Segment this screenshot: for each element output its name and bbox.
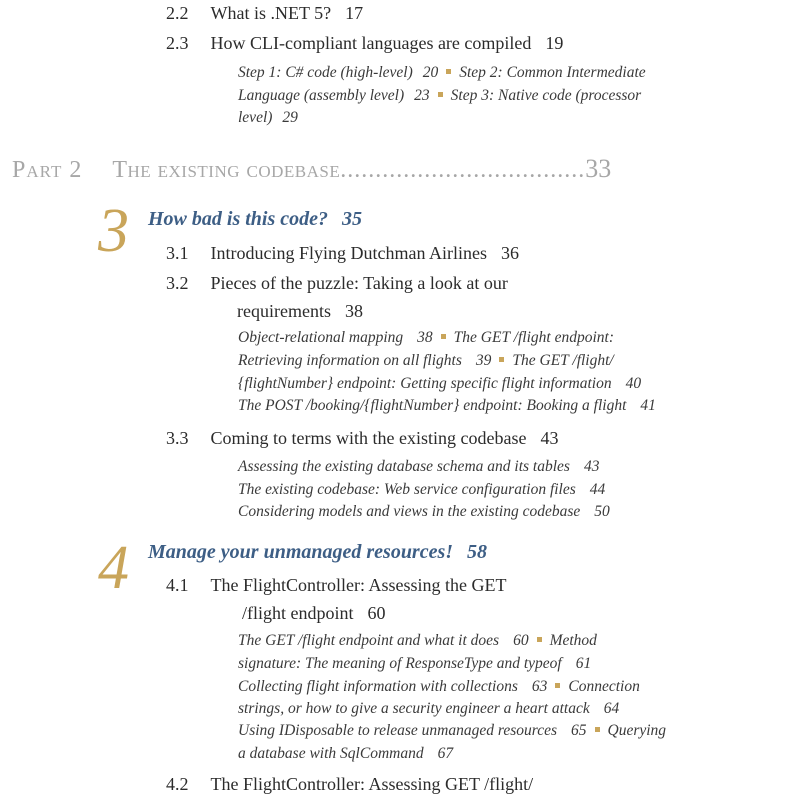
toc-entry-2-2[interactable] — [166, 3, 363, 24]
part-label: Part 2 — [12, 157, 83, 183]
subsection-text: The POST /booking/{flightNumber} endpoint: Booking a flight — [238, 397, 627, 414]
page-number: 20 — [422, 64, 439, 81]
subsection-text: Using IDisposable to release unmanaged resources — [238, 722, 557, 739]
subsection-text: Considering models and views in the existing codebase — [238, 503, 581, 520]
bullet-icon — [441, 334, 446, 339]
subsection-line — [238, 655, 591, 673]
toc-entry-3-3[interactable] — [166, 428, 558, 449]
section-title: How CLI-compliant languages are compiled — [210, 33, 532, 53]
page-number: 58 — [467, 541, 488, 563]
page-number: 65 — [571, 722, 587, 739]
subsection-line — [238, 109, 298, 127]
subsection-line — [238, 678, 640, 696]
leader-dots: ................................... — [340, 157, 586, 183]
page-number: 33 — [585, 154, 612, 183]
page-number: 39 — [475, 352, 492, 369]
toc-entry-2-3[interactable] — [166, 33, 563, 54]
bullet-icon — [595, 727, 600, 732]
subsection-text: The GET /flight endpoint and what it does — [238, 632, 500, 649]
section-number: 3.2 — [166, 273, 189, 293]
subsection-text: Object-relational mapping — [238, 329, 404, 346]
subsection-text: The GET /flight/ — [512, 352, 614, 369]
toc-entry-4-1[interactable] — [166, 575, 506, 596]
bullet-icon — [555, 683, 560, 688]
part-heading[interactable] — [12, 154, 611, 184]
page-number: 43 — [540, 428, 559, 448]
subsection-text: level) — [238, 109, 273, 126]
page-number: 60 — [367, 603, 386, 623]
bullet-icon — [446, 69, 451, 74]
subsection-line — [238, 481, 605, 499]
section-title: Introducing Flying Dutchman Airlines — [210, 243, 487, 263]
bullet-icon — [537, 637, 542, 642]
subsection-line — [238, 375, 641, 393]
page-number: 40 — [625, 375, 642, 392]
toc-entry-4-2[interactable] — [166, 774, 533, 795]
page-number: 50 — [594, 503, 610, 520]
page-number: 44 — [589, 481, 606, 498]
subsection-line — [238, 397, 656, 415]
subsection-line — [238, 503, 610, 521]
subsection-line — [238, 329, 614, 347]
subsection-line — [238, 700, 619, 718]
section-number: 3.3 — [166, 428, 189, 448]
toc-entry-3-1[interactable] — [166, 243, 519, 264]
subsection-text: Collecting flight information with collections — [238, 678, 518, 695]
section-number: 2.2 — [166, 3, 189, 23]
toc-entry-3-2-cont[interactable] — [237, 301, 363, 322]
subsection-text: The existing codebase: Web service configuration files — [238, 481, 576, 498]
chapter-heading[interactable] — [148, 541, 487, 564]
subsection-line — [238, 632, 597, 650]
page-number: 61 — [575, 655, 592, 672]
page-number: 60 — [513, 632, 529, 649]
subsection-text: Querying — [607, 722, 667, 739]
subsection-text: The GET /flight endpoint: — [453, 329, 614, 346]
page-number: 64 — [603, 700, 620, 717]
subsection-text: strings, or how to give a security engineer a heart attack — [238, 700, 590, 717]
subsection-line — [238, 64, 646, 82]
subsection-text: Connection — [568, 678, 640, 695]
section-title: /flight endpoint — [242, 603, 354, 623]
section-title: requirements — [237, 301, 331, 321]
subsection-text: Method — [549, 632, 597, 649]
page-number: 41 — [640, 397, 656, 414]
subsection-line — [238, 352, 614, 370]
subsection-line — [238, 87, 641, 105]
bullet-icon — [499, 357, 504, 362]
page-number: 19 — [545, 33, 564, 53]
subsection-line — [238, 458, 599, 476]
subsection-line — [238, 745, 453, 763]
subsection-text: Language (assembly level) — [238, 87, 405, 104]
section-title: Coming to terms with the existing codebase — [210, 428, 527, 448]
subsection-line — [238, 722, 666, 740]
toc-entry-4-1-cont[interactable] — [242, 603, 386, 624]
subsection-text: Assessing the existing database schema and its tables — [238, 458, 570, 475]
subsection-text: a database with SqlCommand — [238, 745, 424, 762]
section-number: 2.3 — [166, 33, 189, 53]
chapter-title: How bad is this code? — [148, 208, 329, 230]
page-number: 36 — [500, 243, 519, 263]
section-title: Pieces of the puzzle: Taking a look at our — [210, 273, 508, 293]
subsection-text: {flightNumber} endpoint: Getting specific flight information — [238, 375, 612, 392]
page-number: 67 — [437, 745, 454, 762]
section-number: 4.2 — [166, 774, 189, 794]
section-title: What is .NET 5? — [210, 3, 332, 23]
page-number: 17 — [345, 3, 364, 23]
subsection-text: Step 3: Native code (processor — [450, 87, 642, 104]
page-number: 43 — [583, 458, 600, 475]
section-title: The FlightController: Assessing GET /flight/ — [210, 774, 534, 794]
part-title: The existing codebase — [112, 157, 341, 183]
section-number: 4.1 — [166, 575, 189, 595]
subsection-text: Retrieving information on all flights — [238, 352, 462, 369]
page-number: 35 — [342, 208, 363, 230]
page-number: 23 — [414, 87, 430, 104]
subsection-text: Step 1: C# code (high-level) — [238, 64, 413, 81]
page-number: 38 — [344, 301, 363, 321]
chapter-number: 3 — [98, 197, 129, 265]
subsection-text: Step 2: Common Intermediate — [459, 64, 646, 81]
chapter-title: Manage your unmanaged resources! — [148, 541, 454, 563]
page-number: 63 — [531, 678, 548, 695]
toc-entry-3-2[interactable] — [166, 273, 508, 294]
page-number: 29 — [282, 109, 298, 126]
chapter-heading[interactable] — [148, 208, 362, 231]
bullet-icon — [438, 92, 443, 97]
section-title: The FlightController: Assessing the GET — [210, 575, 507, 595]
page-number: 38 — [417, 329, 433, 346]
section-number: 3.1 — [166, 243, 189, 263]
chapter-number: 4 — [98, 534, 129, 602]
subsection-text: signature: The meaning of ResponseType and typeof — [238, 655, 562, 672]
